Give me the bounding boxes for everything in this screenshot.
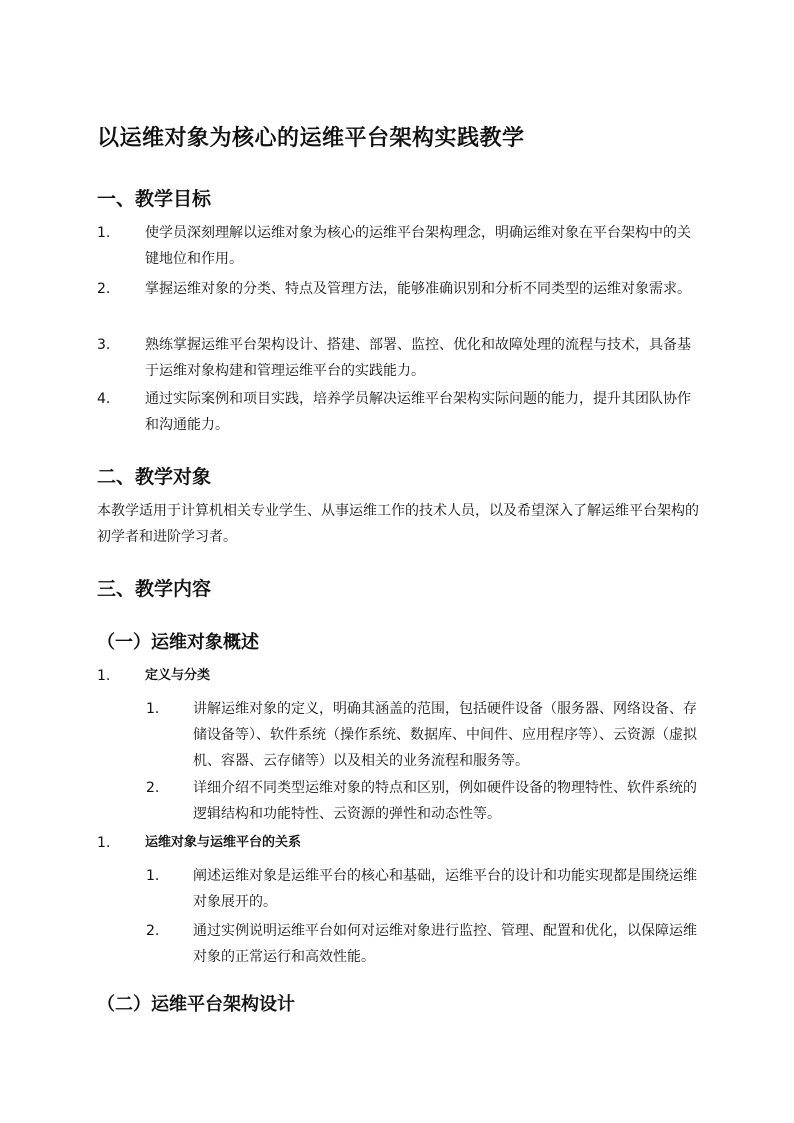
group-title: 定义与分类 xyxy=(145,668,211,683)
list-text: 掌握运维对象的分类、特点及管理方法，能够准确识别和分析不同类型的运维对象需求。 xyxy=(145,281,691,297)
list-number: 1. xyxy=(97,225,111,241)
list-text: 通过实际案例和项目实践，培养学员解决运维平台架构实际问题的能力，提升其团队协作和沟通能力。 xyxy=(145,391,691,433)
list-text: 详细介绍不同类型运维对象的特点和区别，例如硬件设备的物理特性、软件系统的逻辑结构和功能特性、云资源的弹性和动态性等。 xyxy=(193,780,697,822)
section-heading-objectives: 一、教学目标 xyxy=(97,188,212,210)
list-text: 使学员深刻理解以运维对象为核心的运维平台架构理念，明确运维对象在平台架构中的关键地位和作用。 xyxy=(145,225,691,267)
list-text: 熟练掌握运维平台架构设计、搭建、部署、监控、优化和故障处理的流程与技术，具备基于运维对象构建和管理运维平台的实践能力。 xyxy=(145,337,691,379)
list-number: 1. xyxy=(146,701,160,717)
section-heading-content: 三、教学内容 xyxy=(97,578,212,600)
audience-paragraph: 本教学适用于计算机相关专业学生、从事运维工作的技术人员，以及希望深入了解运维平台架构的初学者和进阶学习者。 xyxy=(97,503,699,545)
document-title: 以运维对象为核心的运维平台架构实践教学 xyxy=(97,126,525,151)
list-number: 2. xyxy=(146,780,160,796)
list-text: 讲解运维对象的定义，明确其涵盖的范围，包括硬件设备（服务器、网络设备、存储设备等）、软件系统（操作系统、数据库、中间件、应用程序等）、云资源（虚拟机、容器、云存储等）以及相关的业务流程和服务等。 xyxy=(193,701,697,769)
list-text: 阐述运维对象是运维平台的核心和基础，运维平台的设计和功能实现都是围绕运维对象展开的。 xyxy=(193,868,697,910)
list-text: 通过实例说明运维平台如何对运维对象进行监控、管理、配置和优化，以保障运维对象的正常运行和高效性能。 xyxy=(193,923,697,965)
subsection-heading-overview: （一）运维对象概述 xyxy=(97,632,259,653)
list-number: 1. xyxy=(97,668,111,684)
section-heading-audience: 二、教学对象 xyxy=(97,466,212,488)
list-number: 2. xyxy=(97,281,111,297)
list-number: 3. xyxy=(97,337,111,353)
list-number: 1. xyxy=(146,868,160,884)
group-title: 运维对象与运维平台的关系 xyxy=(145,835,302,850)
subsection-heading-architecture: （二）运维平台架构设计 xyxy=(97,994,295,1015)
list-number: 2. xyxy=(146,923,160,939)
list-number: 4. xyxy=(97,391,111,407)
list-number: 1. xyxy=(97,835,111,851)
